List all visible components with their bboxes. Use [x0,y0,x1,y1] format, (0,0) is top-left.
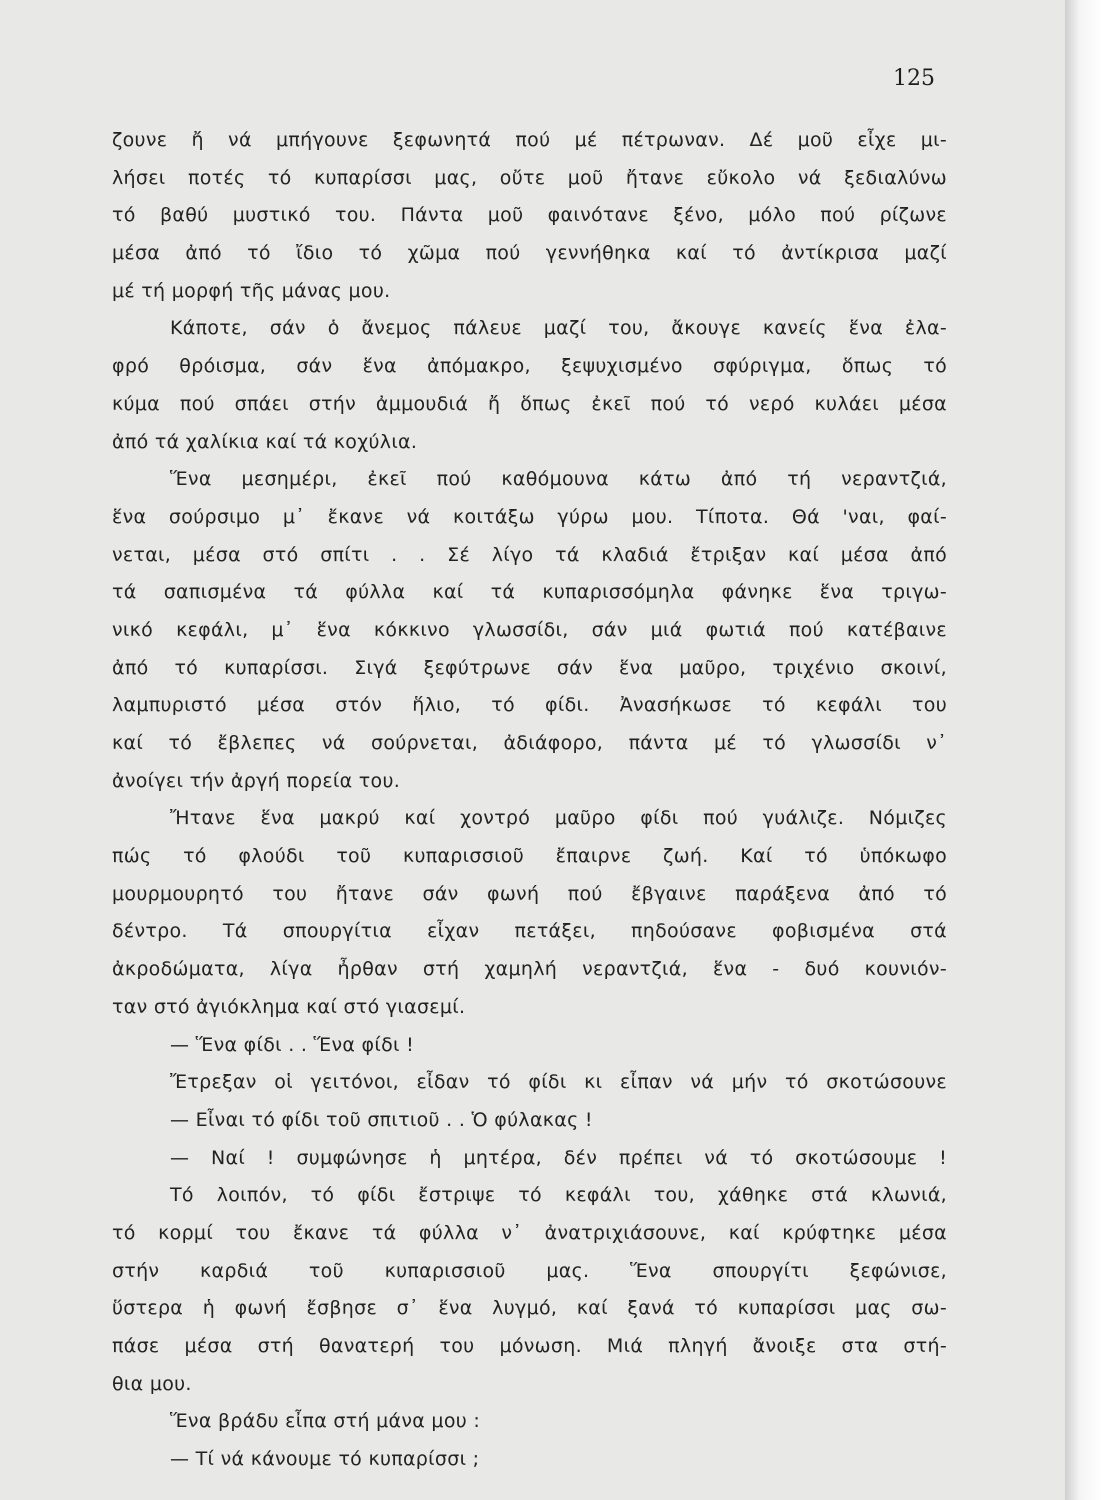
text-line: νικό κεφάλι, μ᾽ ἕνα κόκκινο γλωσσίδι, σάν μιά φωτιά πού κατέβαινε [112,618,947,641]
text-line: κύμα πού σπάει στήν ἀμμουδιά ἤ ὅπως ἐκεῖ πού τό νερό κυλάει μέσα [112,392,947,415]
text-line: λαμπυριστό μέσα στόν ἥλιο, τό φίδι. Ἀνασήκωσε τό κεφάλι του [112,694,947,717]
text-line: — Εἶναι τό φίδι τοῦ σπιτιοῦ . . Ὁ φύλακας ! [170,1108,593,1131]
text-line: μέ τή μορφή τῆς μάνας μου. [112,279,391,302]
text-line: πάσε μέσα στή θανατερή του μόνωση. Μιά πληγή ἄνοιξε στα στή- [112,1335,947,1357]
text-line: τό κορμί του ἔκανε τά φύλλα ν᾽ ἀνατριχιάσουνε, καί κρύφτηκε μέσα [112,1221,947,1244]
text-line: μουρμουρητό του ἤτανε σάν φωνή πού ἔβγαινε παράξενα ἀπό τό [112,882,947,905]
text-line: ζουνε ἤ νά μπήγουνε ξεφωνητά πού μέ πέτρωναν. Δέ μοῦ εἶχε μι- [112,129,947,151]
text-line: Ἕνα βράδυ εἶπα στή μάνα μου : [170,1410,481,1433]
text-line: τά σαπισμένα τά φύλλα καί τά κυπαρισσόμηλα φάνηκε ἕνα τριγω- [112,581,947,604]
text-line: μέσα ἀπό τό ἴδιο τό χῶμα πού γεννήθηκα καί τό ἀντίκρισα μαζί [112,242,947,265]
text-line: τό βαθύ μυστικό του. Πάντα μοῦ φαινότανε ξένο, μόλο πού ρίζωνε [112,204,947,227]
text-line: — Τί νά κάνουμε τό κυπαρίσσι ; [170,1448,480,1471]
text-line: φρό θρόισμα, σάν ἕνα ἀπόμακρο, ξεψυχισμένο σφύριγμα, ὅπως τό [112,355,947,378]
text-line: — Ναί ! συμφώνησε ἡ μητέρα, δέν πρέπει νά τό σκοτώσουμε ! [170,1146,947,1169]
text-line: ἀπό τό κυπαρίσσι. Σιγά ξεφύτρωνε σάν ἕνα μαῦρο, τριχένιο σκοινί, [112,656,947,679]
text-line: ἀνοίγει τήν ἀργή πορεία του. [112,769,401,792]
text-line: ἀκροδώματα, λίγα ἦρθαν στή χαμηλή νεραντζιά, ἕνα - δυό κουνιόν- [112,958,947,981]
text-line: στήν καρδιά τοῦ κυπαρισσιοῦ μας. Ἕνα σπουργίτι ξεφώνισε, [112,1259,947,1282]
text-line: λήσει ποτές τό κυπαρίσσι μας, οὔτε μοῦ ἤτανε εὔκολο νά ξεδιαλύνω [112,166,947,189]
text-line: Ἤτανε ἕνα μακρύ καί χοντρό μαῦρο φίδι πού γυάλιζε. Νόμιζες [170,807,947,830]
text-line: Τό λοιπόν, τό φίδι ἔστριψε τό κεφάλι του, χάθηκε στά κλωνιά, [170,1184,947,1207]
page-edge [1065,0,1101,1500]
text-line: — Ἕνα φίδι . . Ἕνα φίδι ! [170,1033,415,1056]
text-line: καί τό ἔβλεπες νά σούρνεται, ἀδιάφορο, πάντα μέ τό γλωσσίδι ν᾽ [112,732,947,754]
text-line: πώς τό φλούδι τοῦ κυπαρισσιοῦ ἔπαιρνε ζωή. Καί τό ὑπόκωφο [112,845,947,868]
text-line: Ἕνα μεσημέρι, ἐκεῖ πού καθόμουνα κάτω ἀπό τή νεραντζιά, [170,468,947,491]
text-line: Κάποτε, σάν ὁ ἄνεμος πάλευε μαζί του, ἄκουγε κανείς ἕνα ἐλα- [170,317,947,340]
text-line: ἀπό τά χαλίκια καί τά κοχύλια. [112,430,418,453]
text-line: θια μου. [112,1372,192,1395]
page-text [112,122,947,1479]
text-line: ὕστερα ἡ φωνή ἔσβησε σ᾽ ἕνα λυγμό, καί ξανά τό κυπαρίσσι μας σω- [112,1297,947,1320]
text-line: νεται, μέσα στό σπίτι . . Σέ λίγο τά κλαδιά ἔτριξαν καί μέσα ἀπό [112,543,947,566]
text-line: δέντρο. Τά σπουργίτια εἶχαν πετάξει, πηδούσανε φοβισμένα στά [112,920,947,943]
page-number: 125 [893,66,935,91]
text-line: ταν στό ἀγιόκλημα καί στό γιασεμί. [112,995,466,1018]
text-line: ἕνα σούρσιμο μ᾽ ἔκανε νά κοιτάξω γύρω μου. Τίποτα. Θά 'ναι, φαί- [112,505,947,528]
text-line: Ἔτρεξαν οἱ γειτόνοι, εἶδαν τό φίδι κι εἶπαν νά μήν τό σκοτώσουνε [170,1071,947,1094]
